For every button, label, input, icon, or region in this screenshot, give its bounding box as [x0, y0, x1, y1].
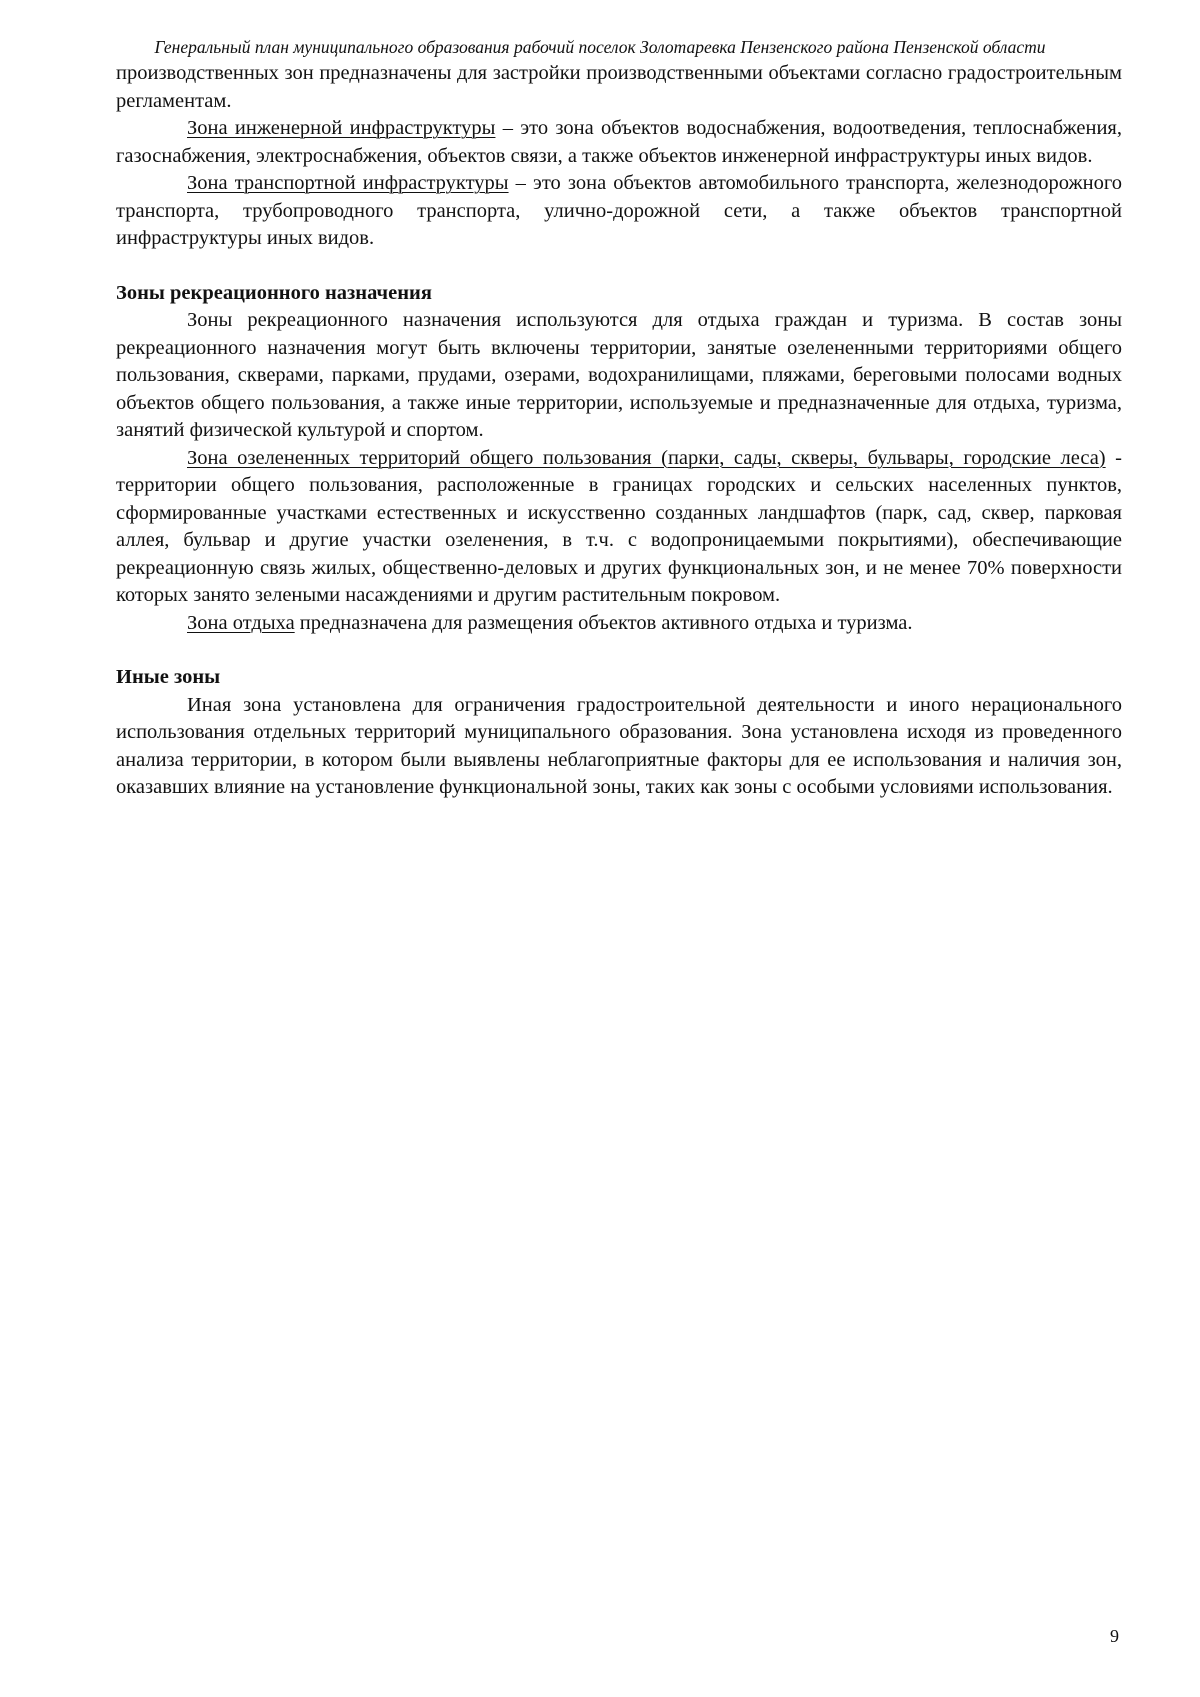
paragraph-rest-zone: [116, 610, 1122, 638]
section-title-recreation: Зоны рекреационного назначения: [116, 281, 432, 304]
page-number: 9: [1110, 1626, 1119, 1646]
term-transport-infrastructure: Зона транспортной инфраструктуры: [187, 172, 509, 194]
paragraph-other-zones: Иная зона установлена для ограничения градостроительной деятельности и иного нерационального использования отдельных территорий муниципального образования. Зона установлена исходя из проведенного анализа территории, в котором были выявлены неблагоприятные факторы для ее использования и наличия зон, оказавших влияние на установление функциональной зоны, таких как зоны с особыми условиями использования.: [116, 693, 1122, 798]
definition-rest-zone: предназначена для размещения объектов активного отдыха и туризма.: [294, 611, 913, 634]
term-rest-zone: Зона отдыха: [187, 611, 295, 634]
spacer: [116, 637, 1122, 664]
paragraph-transport-infrastructure: [116, 170, 1122, 253]
definition-engineering-infrastructure: – это зона объектов водоснабжения, водоотведения, теплоснабжения, газоснабжения, электроснабжения, объектов связи, а также объектов инженерной инфраструктуры иных видов.: [116, 117, 1122, 167]
spacer: [116, 253, 1122, 280]
definition-transport-infrastructure: – это зона объектов автомобильного транспорта, железнодорожного транспорта, трубопроводного транспорта, улично-дорожной сети, а также объектов транспортной инфраструктуры иных видов.: [116, 172, 1122, 249]
document-body: [116, 60, 1122, 802]
paragraph-green-areas: [116, 445, 1122, 610]
paragraph-recreation-zones: Зоны рекреационного назначения используются для отдыха граждан и туризма. В состав зоны рекреационного назначения могут быть включены территории, занятые озелененными территориями общего пользования, скверами, парками, прудами, озерами, водохранилищами, пляжами, береговыми полосами водных объектов общего пользования, а также иные территории, используемые и предназначенные для отдыха, туризма, занятий физической культурой и спортом.: [116, 309, 1122, 441]
paragraph-engineering-infrastructure: [116, 115, 1122, 170]
term-engineering-infrastructure: Зона инженерной инфраструктуры: [187, 117, 496, 139]
definition-green-areas: - территории общего пользования, расположенные в границах городских и сельских населенных пунктов, сформированные участками естественных и искусственно созданных ландшафтов (парк, сад, сквер, парковая аллея, бульвар и другие участки озеленения, в т.ч. с водопроницаемыми покрытиями), обеспечивающие рекреационную связь жилых, общественно-деловых и других функциональных зон, и не менее 70% поверхности которых занято зелеными насаждениями и другим растительным покровом.: [116, 446, 1122, 606]
section-title-other-zones: Иные зоны: [116, 666, 221, 688]
running-header: Генеральный план муниципального образования рабочий поселок Золотаревка Пензенского района Пензенской области: [154, 37, 1046, 57]
term-green-areas: Зона озелененных территорий общего пользования (парки, сады, скверы, бульвары, городские леса): [187, 446, 1106, 469]
paragraph-production-zones: производственных зон предназначены для застройки производственными объектами согласно градостроительным регламентам.: [116, 62, 1122, 112]
